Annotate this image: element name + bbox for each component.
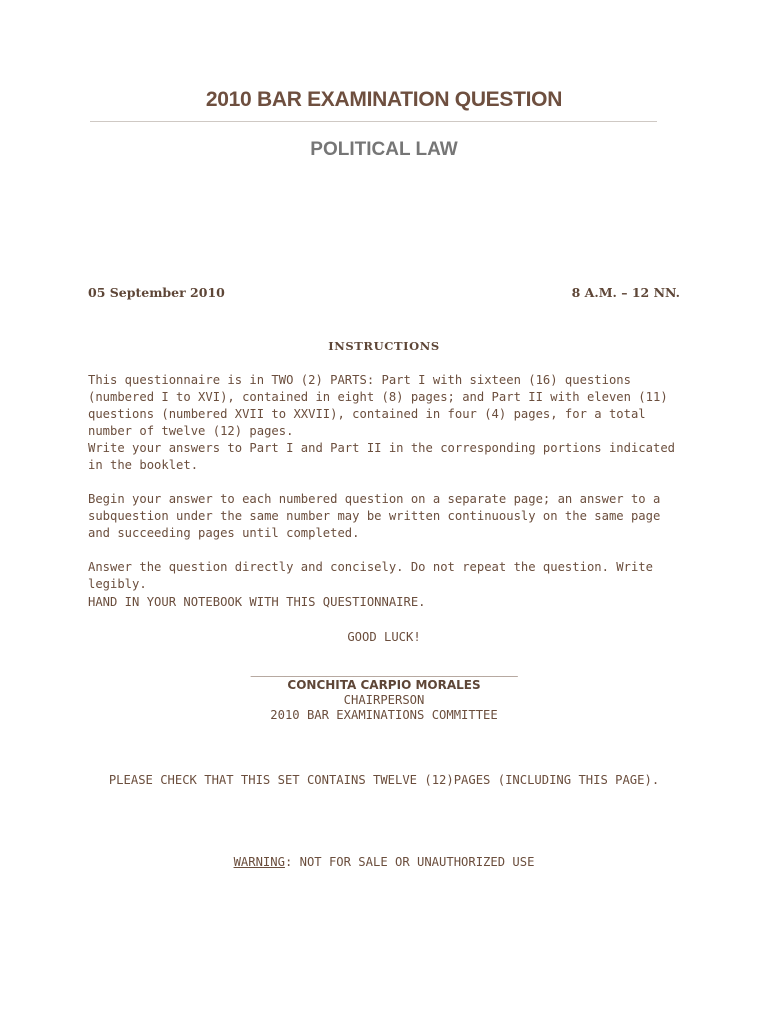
instruction-paragraph: This questionnaire is in TWO (2) PARTS: Part I with sixteen (16) questions (numbered I to XVI), contained in eight (8) pages; and Part II with eleven (11) questions (numbered XVII to XXVII), contained in four (4) pages, for a total number of twelve (12) pages.	[88, 373, 668, 438]
document-subtitle: POLITICAL LAW	[310, 139, 458, 160]
signatory-committee: 2010 BAR EXAMINATIONS COMMITTEE	[270, 708, 498, 722]
exam-time: 8 A.M. – 12 NN.	[571, 285, 680, 300]
instruction-paragraph: Answer the question directly and concisely. Do not repeat the question. Write legibly.	[88, 560, 653, 591]
signatory-name: CONCHITA CARPIO MORALES	[287, 678, 481, 692]
warning-label: WARNING	[233, 855, 285, 869]
exam-date: 05 September 2010	[88, 285, 225, 300]
signature-line: _______________________________________	[250, 663, 518, 677]
page-count-notice: PLEASE CHECK THAT THIS SET CONTAINS TWELVE (12)PAGES (INCLUDING THIS PAGE).	[108, 773, 660, 787]
signatory-role: CHAIRPERSON	[343, 693, 425, 707]
warning-text: : NOT FOR SALE OR UNAUTHORIZED USE	[284, 855, 535, 869]
warning-notice	[0, 854, 768, 870]
instruction-paragraph: Begin your answer to each numbered question on a separate page; an answer to a subquestion under the same number may be written continuously on the same page and succeeding pages until completed.	[88, 492, 661, 540]
instruction-paragraph: HAND IN YOUR NOTEBOOK WITH THIS QUESTIONNAIRE.	[88, 595, 426, 609]
title-divider	[90, 121, 657, 122]
document-title: 2010 BAR EXAMINATION QUESTION	[205, 88, 563, 111]
instructions-heading: INSTRUCTIONS	[328, 339, 440, 353]
closing-text: GOOD LUCK!	[347, 630, 421, 644]
instruction-paragraph: Write your answers to Part I and Part II in the corresponding portions indicated in the booklet.	[88, 441, 675, 472]
